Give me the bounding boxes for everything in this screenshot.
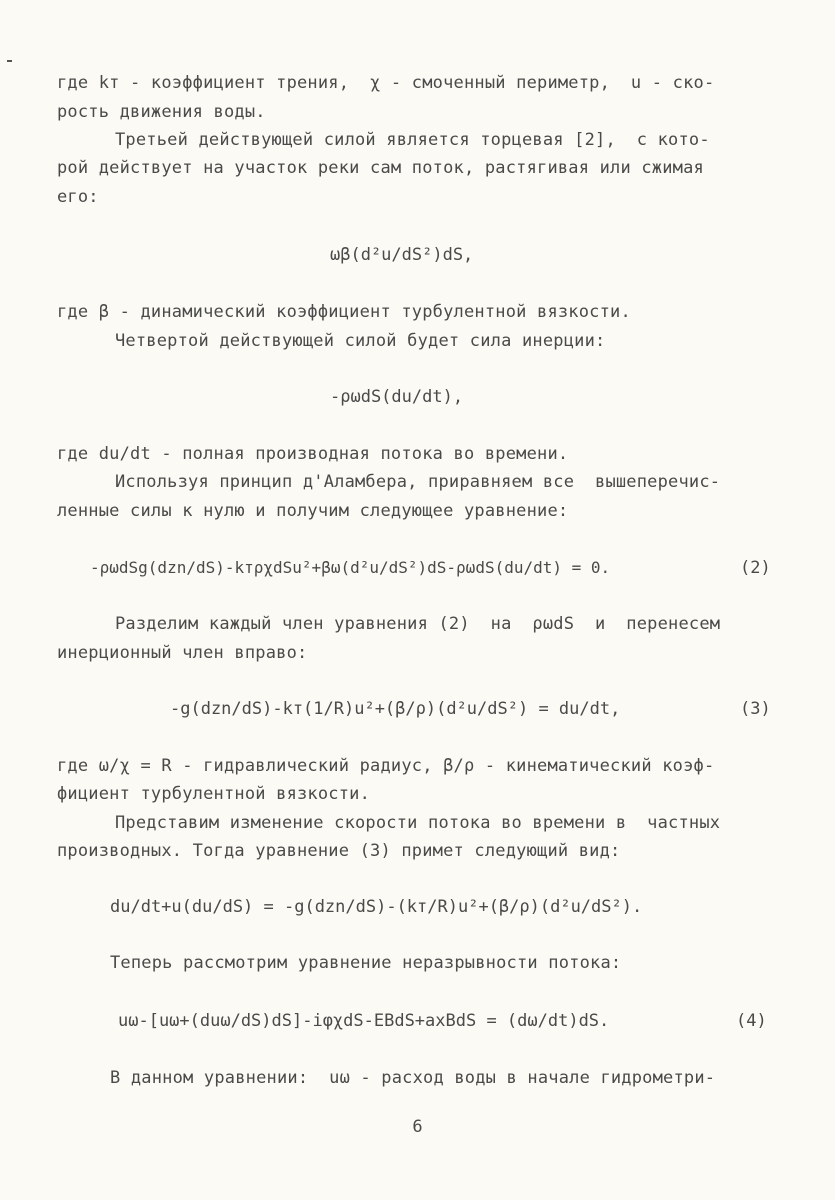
equation-number: (2) — [740, 558, 771, 578]
text-line: инерционный член вправо: — [57, 643, 308, 663]
equation-4: uω-[uω+(duω/dS)dS]-iφχdS-EBdS+axBdS = (dω/dt)dS. — [118, 1011, 610, 1031]
text-line: Теперь рассмотрим уравнение неразрывности потока: — [110, 953, 622, 973]
equation: -ρωdS(du/dt), — [330, 387, 464, 407]
margin-mark — [7, 60, 12, 62]
text-line: где β - динамический коэффициент турбулентной вязкости. — [57, 302, 631, 322]
text-line: Четвертой действующей силой будет сила инерции: — [115, 331, 606, 351]
page-number: 6 — [412, 1117, 423, 1137]
text-line: Разделим каждый член уравнения (2) на ρωdS и перенесем — [115, 614, 721, 634]
text-line: ленные силы к нулю и получим следующее уравнение: — [57, 501, 569, 521]
text-line: где du/dt - полная производная потока во времени. — [57, 444, 569, 464]
text-line: Используя принцип д'Аламбера, приравняем все вышеперечис- — [115, 472, 721, 492]
text-line: В данном уравнении: uω - расход воды в начале гидрометри- — [110, 1068, 716, 1088]
equation-number: (4) — [736, 1011, 767, 1031]
text-line: рость движения воды. — [57, 102, 266, 122]
text-line: производных. Тогда уравнение (3) примет следующий вид: — [57, 841, 621, 861]
text-line: Представим изменение скорости потока во времени в частных — [115, 813, 721, 833]
text-line: Третьей действующей силой является торцевая [2], с кото- — [115, 130, 710, 150]
equation-2: -ρωdSg(dzn/dS)-kтρχdSu²+βω(d²u/dS²)dS-ρωdS(du/dt) = 0. — [90, 558, 611, 577]
equation: du/dt+u(du/dS) = -g(dzn/dS)-(kт/R)u²+(β/ρ)(d²u/dS²). — [110, 897, 643, 917]
text-line: где kт - коэффициент трения, χ - смоченный периметр, u - ско- — [57, 73, 715, 93]
text-line: где ω/χ = R - гидравлический радиус, β/ρ - кинематический коэф- — [57, 756, 715, 776]
text-line: рой действует на участок реки сам поток, растягивая или сжимая — [57, 158, 704, 178]
text-line: его: — [57, 187, 99, 207]
equation: ωβ(d²u/dS²)dS, — [330, 245, 474, 265]
text-line: фициент турбулентной вязкости. — [57, 784, 371, 804]
equation-3: -g(dzn/dS)-kт(1/R)u²+(β/ρ)(d²u/dS²) = du/dt, — [170, 699, 621, 719]
equation-number: (3) — [740, 699, 771, 719]
